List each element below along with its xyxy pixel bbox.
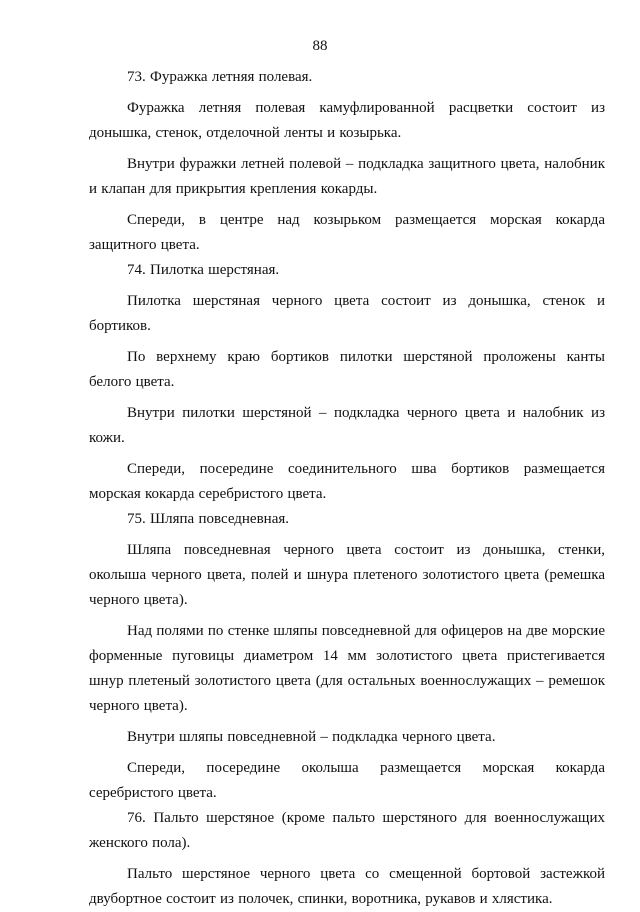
section-heading-75: 75. Шляпа повседневная. [127, 511, 290, 527]
paragraph: Пальто шерстяное черного цвета со смещенной бортовой застежкой двубортное состоит из полочек, спинки, воротника, рукавов и хлястика. [89, 866, 605, 907]
section-heading-73: 73. Фуражка летняя полевая. [127, 69, 313, 85]
paragraph: Над полями по стенке шляпы повседневной для офицеров на две морские форменные пуговицы диаметром 14 мм золотистого цвета пристегивается шнур плетеный золотистого цвета (для остальных военнослужащих – ремешок черного цвета). [89, 623, 605, 714]
paragraph: По верхнему краю бортиков пилотки шерстяной проложены канты белого цвета. [89, 349, 605, 390]
paragraph: Внутри шляпы повседневной – подкладка черного цвета. [127, 729, 496, 745]
paragraph: Внутри пилотки шерстяной – подкладка черного цвета и налобник из кожи. [89, 405, 605, 446]
section-heading-76: 76. Пальто шерстяное (кроме пальто шерстяного для военнослужащих женского пола). [89, 810, 605, 851]
paragraph: Внутри фуражки летней полевой – подкладка защитного цвета, налобник и клапан для прикрытия крепления кокарды. [89, 156, 605, 197]
paragraph: Спереди, посередине околыша размещается морская кокарда серебристого цвета. [89, 760, 605, 801]
paragraph: Спереди, посередине соединительного шва бортиков размещается морская кокарда серебристого цвета. [89, 461, 605, 502]
document-body [89, 65, 605, 912]
page-number: 88 [312, 38, 328, 54]
paragraph: Фуражка летняя полевая камуфлированной расцветки состоит из донышка, стенок, отделочной ленты и козырька. [89, 100, 605, 141]
paragraph: Шляпа повседневная черного цвета состоит из донышка, стенки, околыша черного цвета, полей и шнура плетеного золотистого цвета (ремешка черного цвета). [89, 542, 605, 608]
paragraph: Спереди, в центре над козырьком размещается морская кокарда защитного цвета. [89, 212, 605, 253]
paragraph: Пилотка шерстяная черного цвета состоит из донышка, стенок и бортиков. [89, 293, 605, 334]
section-heading-74: 74. Пилотка шерстяная. [127, 262, 280, 278]
